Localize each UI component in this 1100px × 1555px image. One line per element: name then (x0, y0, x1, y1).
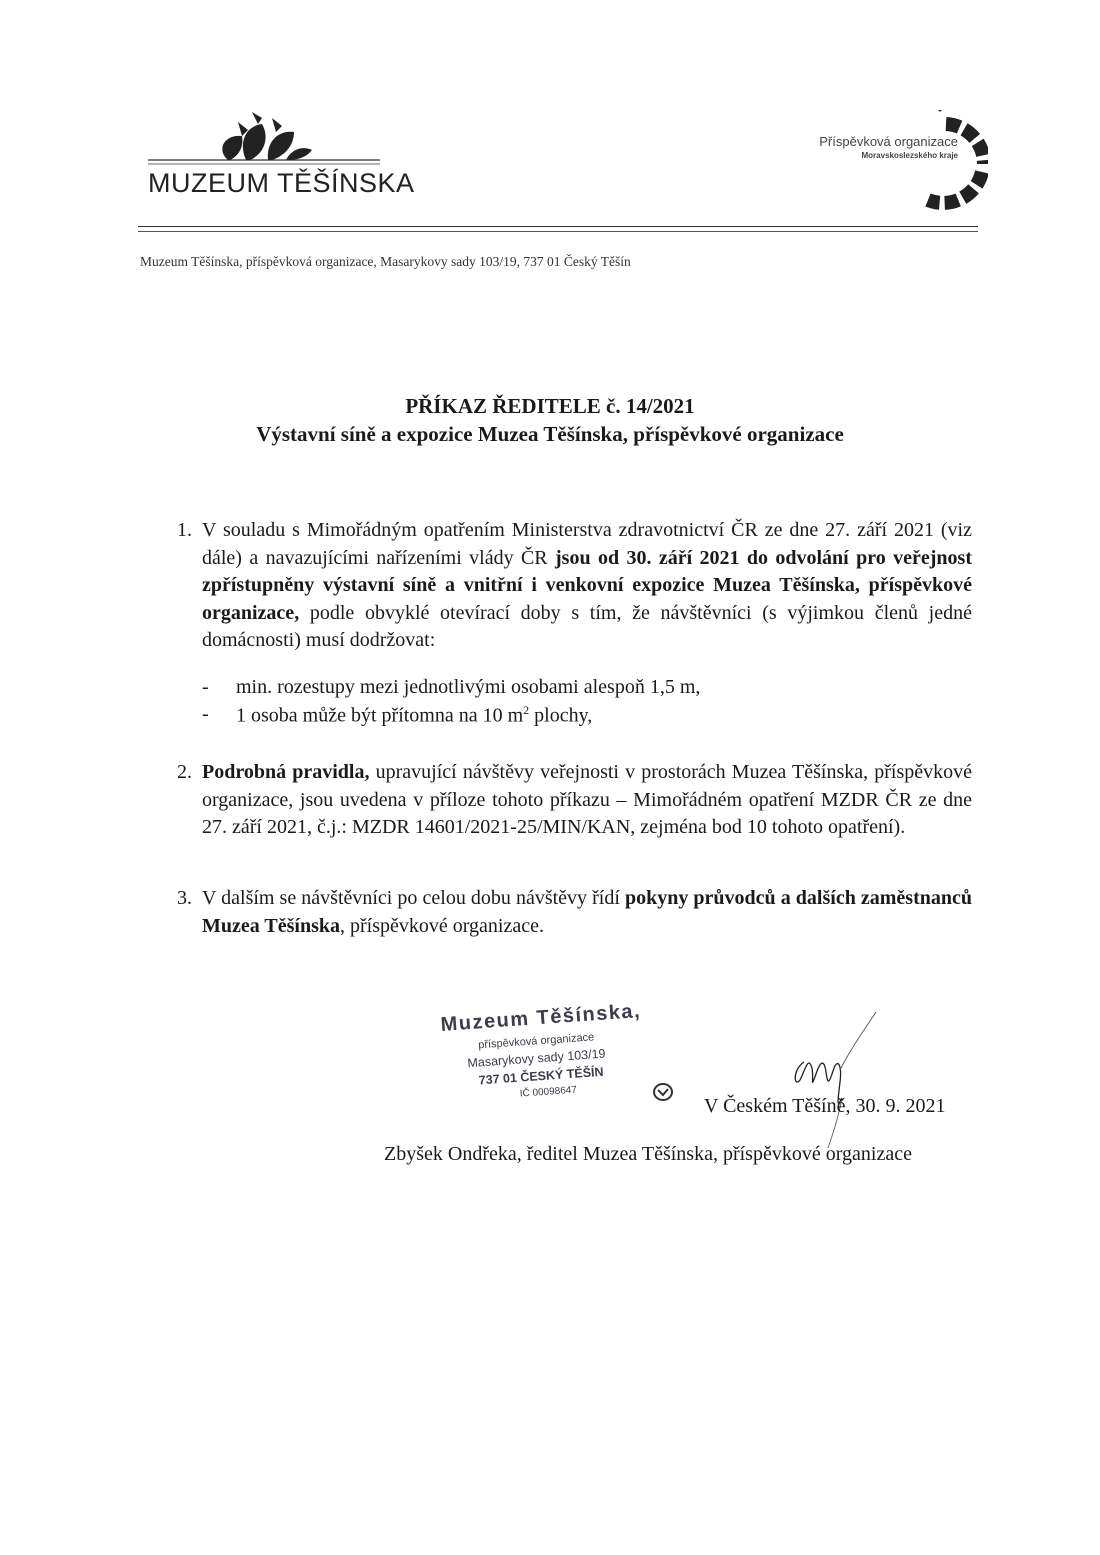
document-title: PŘÍKAZ ŘEDITELE č. 14/2021 (405, 394, 695, 418)
bullet-text-tail: plochy, (529, 704, 593, 727)
document-subtitle: Výstavní síně a expozice Muzea Těšínska, příspěvkové organizace (256, 422, 844, 446)
logo-wordmark: MUZEUM TĚŠÍNSKA (148, 168, 415, 198)
bullet-dash: - (202, 703, 209, 725)
place-and-date: V Českém Těšíně, 30. 9. 2021 (704, 1095, 946, 1117)
bullet-dash: - (202, 676, 209, 698)
stamp-line: IČ 00098647 (519, 1084, 578, 1100)
stamp-line: příspěvková organizace (477, 1031, 595, 1052)
list-item (202, 517, 972, 655)
item-number: 1. (177, 519, 192, 541)
list-item (202, 885, 972, 940)
header-rule (138, 226, 978, 227)
org-region-label: Moravskoslezského kraje (861, 151, 958, 160)
superscript: 2 (523, 703, 530, 717)
stamp-line: Muzeum Těšínska, (440, 999, 642, 1036)
ring-logo-icon (898, 110, 988, 210)
header-rule-thin (138, 231, 978, 232)
bullet-text: 1 osoba může být přítomna na 10 m (236, 704, 524, 727)
item-text: upravující návštěvy veřejnosti v prostorách Muzea Těšínska, příspěvkové organizace, jsou uvedena v příloze tohoto příkazu – Mimořádném opatření MZDR ČR ze dne 27. září 2021, č.j.: MZDR 14601/2021-25/MIN/KAN, zejména bod 10 tohoto opatření). (202, 761, 972, 838)
sender-address: Muzeum Těšínska, příspěvková organizace, Masarykovy sady 103/19, 737 01 Český Těšín (140, 254, 631, 269)
item-text-bold: pokyny průvodců a dalších zaměstnanců Muzea Těšínska (202, 887, 972, 937)
item-number: 3. (177, 887, 192, 909)
signature-icon (770, 1010, 890, 1150)
item-text: V dalším se návštěvníci po celou dobu návštěvy řídí (202, 887, 625, 909)
item-text: , příspěvkové organizace. (339, 914, 544, 937)
museum-logo (146, 112, 415, 202)
item-text-bold: jsou od 30. září 2021 do odvolání pro veřejnost zpřístupněny výstavní síně a vnitřní i venkovní expozice Muzea Těšínska, příspěvkové organizace, (202, 546, 972, 624)
org-type-label: Příspěvková organizace (819, 134, 958, 149)
official-stamp (440, 997, 687, 1123)
item-text: V souladu s Mimořádným opatřením Ministerstva zdravotnictví ČR ze dne 27. září 2021 (viz dále) a navazujícími nařízeními vlády ČR (202, 519, 972, 569)
stamp-emblem-icon (652, 1082, 674, 1102)
item-text: podle obvyklé otevírací doby s tím, že návštěvníci (s výjimkou členů jedné domácnosti) musí dodržovat: (202, 601, 972, 651)
item-text-bold: Podrobná pravidla, (202, 761, 370, 783)
bullet-item (236, 703, 592, 728)
list-item (202, 759, 972, 842)
stamp-line: 737 01 ČESKÝ TĚŠÍN (478, 1064, 604, 1088)
lotus-logo-icon (146, 112, 382, 172)
stamp-line: Masarykovy sady 103/19 (467, 1046, 606, 1071)
item-number: 2. (177, 761, 192, 783)
region-logo (780, 100, 990, 210)
bullet-item: min. rozestupy mezi jednotlivými osobami alespoň 1,5 m, (236, 676, 701, 698)
signer-name: Zbyšek Ondřeka, ředitel Muzea Těšínska, příspěvkové organizace (384, 1143, 912, 1165)
